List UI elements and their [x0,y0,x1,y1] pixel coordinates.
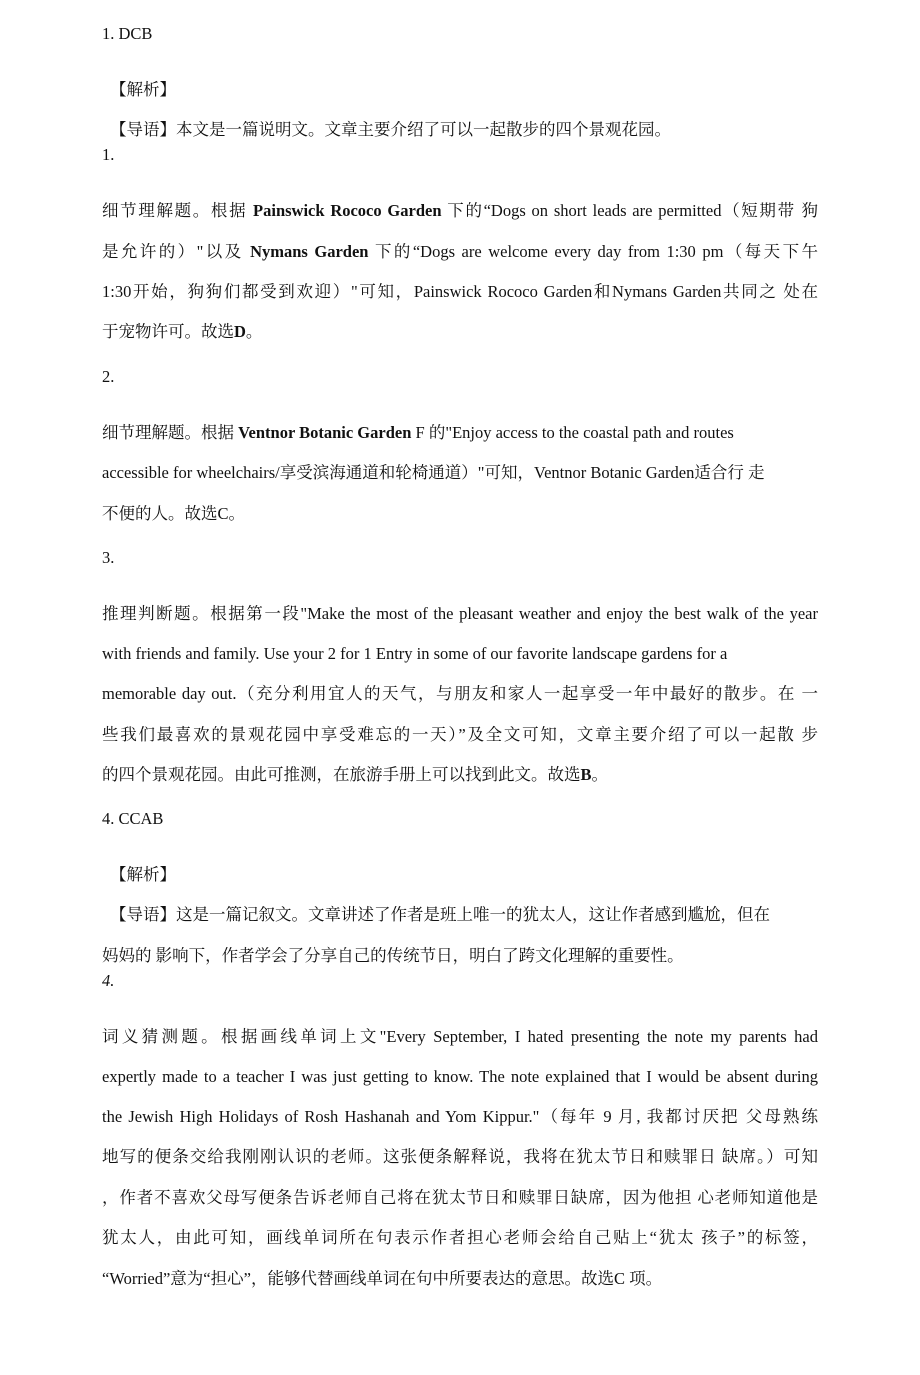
paragraph-line: with friends and family. Use your 2 for 1 Entry in some of our favorite landscape gardens for a [102,644,728,663]
question-number: 2. [102,367,115,386]
answer-line-2: 4. CCAB [102,809,164,828]
paragraph-line: accessible for wheelchairs/享受滨海通道和轮椅通道）"可知，Ventnor Botanic Garden适合行 走 [102,463,765,482]
paragraph-line: 细节理解题。根据 Ventnor Botanic Garden F 的"Enjoy access to the coastal path and routes [102,423,734,442]
paragraph-line: 于宠物许可。故选D。 [102,322,263,341]
paragraph-line: 词义猜测题。根据画线单词上文"Every September, I hated presenting the note my parents had [102,1027,818,1046]
paragraph-line: memorable day out.（充分利用宜人的天气，与朋友和家人一起享受一年中最好的散步。在 一 [102,684,818,703]
answer-line-1: 1. DCB [102,24,153,43]
question-number: 4. [102,971,115,990]
intro-line: 【导语】本文是一篇说明文。文章主要介绍了可以一起散步的四个景观花园。 [110,120,671,139]
paragraph-line: 地写的便条交给我刚刚认识的老师。这张便条解释说，我将在犹太节日和赎罪日 缺席。）可知 [102,1147,818,1166]
analysis-heading: 【解析】 [110,865,176,884]
analysis-heading: 【解析】 [110,80,176,99]
question-number: 1. [102,145,115,164]
paragraph-line: 的四个景观花园。由此可推测，在旅游手册上可以找到此文。故选B。 [102,765,609,784]
paragraph-line: 细节理解题。根据 Painswick Rococo Garden 下的“Dogs on short leads are permitted（短期带 狗 [102,201,818,220]
paragraph-line: 些我们最喜欢的景观花园中享受难忘的一天）”及全文可知，文章主要介绍了可以一起散 步 [102,725,818,744]
paragraph-line: “Worried”意为“担心”，能够代替画线单词在句中所要表达的意思。故选C 项。 [102,1269,663,1288]
paragraph-line: 是允许的）"以及 Nymans Garden 下的“Dogs are welcome every day from 1:30 pm（每天下午 [102,242,818,261]
intro-line: 【导语】这是一篇记叙文。文章讲述了作者是班上唯一的犹太人，这让作者感到尴尬，但在 [110,905,770,924]
paragraph-line: ，作者不喜欢父母写便条告诉老师自己将在犹太节日和赎罪日缺席，因为他担 心老师知道他是 [102,1188,818,1207]
paragraph-line: 1:30开始，狗狗们都受到欢迎）"可知，Painswick Rococo Garden和Nymans Garden共同之 处在 [102,282,818,301]
paragraph-line: 不便的人。故选C。 [102,504,246,523]
paragraph-line: 推理判断题。根据第一段"Make the most of the pleasant weather and enjoy the best walk of the year [102,604,818,623]
intro-line: 妈妈的 影响下，作者学会了分享自己的传统节日，明白了跨文化理解的重要性。 [102,946,684,965]
paragraph-line: 犹太人，由此可知，画线单词所在句表示作者担心老师会给自己贴上“犹太 孩子”的标签， [102,1228,818,1247]
paragraph-line: the Jewish High Holidays of Rosh Hashanah and Yom Kippur."（每年 9 月, 我都讨厌把 父母熟练 [102,1107,818,1126]
paragraph-line: expertly made to a teacher I was just getting to know. The note explained that I would be absent during [102,1067,818,1086]
question-number: 3. [102,548,115,567]
